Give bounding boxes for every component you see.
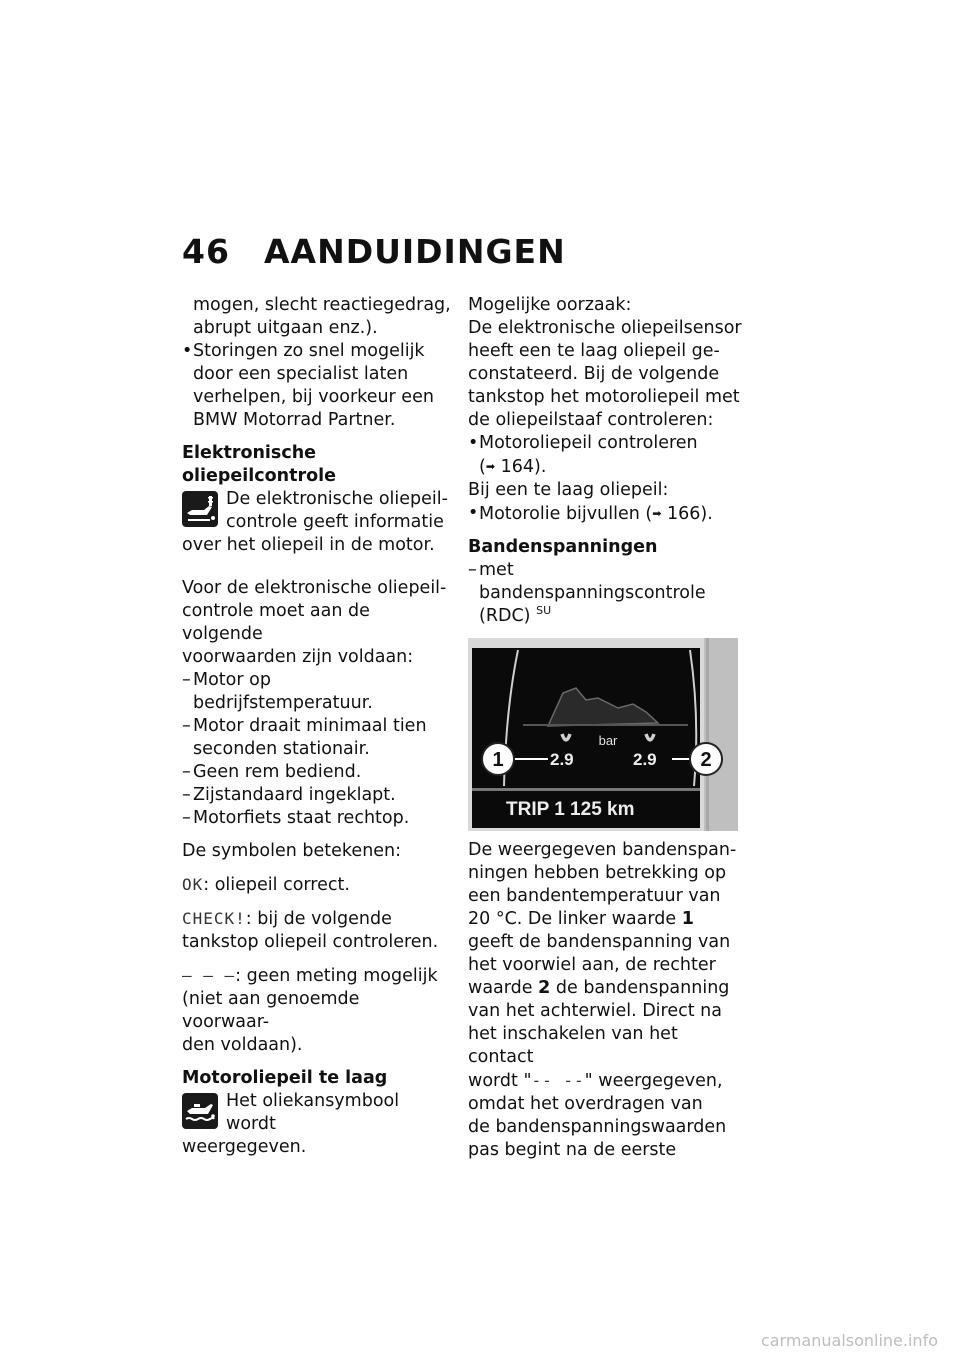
text-line: het inschakelen van het contact <box>468 1024 678 1067</box>
text-line: tankstop oliepeil controleren. <box>182 932 439 952</box>
list-item: – Zijstandaard ingeklapt. <box>182 785 396 805</box>
section-heading: Bandenspanningen <box>468 537 658 557</box>
text-line: voorwaarden zijn voldaan: <box>182 647 414 667</box>
page-number: 46 <box>182 232 230 271</box>
arrow-right-icon: ➡ <box>652 507 662 520</box>
text-line: weergegeven. <box>182 1137 307 1157</box>
left-column <box>182 294 452 1159</box>
arrow-right-icon: ➡ <box>485 460 496 473</box>
page-title: AANDUIDINGEN <box>264 232 566 271</box>
bullet-icon: • <box>182 341 193 361</box>
text-line: De elektronische oliepeilsensor <box>468 318 742 338</box>
right-column <box>468 294 743 1162</box>
list-item: – Motor draait minimaal tien <box>182 716 427 736</box>
page-header <box>182 232 566 271</box>
section-heading: Elektronische oliepeilcontrole <box>182 443 337 486</box>
text-line: Voor de elektronische oliepeil- <box>182 578 447 598</box>
text-line: 20 °C. De linker waarde 1 <box>468 909 694 929</box>
text-line: BMW Motorrad Partner. <box>193 410 396 430</box>
text-line: seconden stationair. <box>193 739 370 759</box>
symbol-ok: OK: oliepeil correct. <box>182 875 350 895</box>
text-line: verhelpen, bij voorkeur een <box>193 387 434 407</box>
icon-paragraph <box>182 488 452 557</box>
text-line: door een specialist laten <box>193 364 409 384</box>
list-item: • Storingen zo snel mogelijk <box>182 341 425 361</box>
symbol-dashes: – – –: geen meting mogelijk <box>182 966 438 986</box>
text-line: Bij een te laag oliepeil: <box>468 480 669 500</box>
list-item: • Motorolie bijvullen (➡ 166). <box>468 503 713 524</box>
front-pressure-value: 2.9 <box>550 750 574 769</box>
unit-label: bar <box>598 733 618 748</box>
text-line: waarde 2 de bandenspanning <box>468 978 730 998</box>
text-line: Mogelijke oorzaak: <box>468 295 632 315</box>
equipment-superscript: SU <box>536 604 552 617</box>
list-item: – Motorfiets staat rechtop. <box>182 808 410 828</box>
text-line: Het oliekansymbool wordt <box>226 1091 400 1134</box>
tyre-pressure-display-figure <box>468 638 738 831</box>
text-line: wordt "-- --" weergegeven, <box>468 1071 723 1091</box>
oil-can-icon <box>182 1093 218 1129</box>
list-item: • Motoroliepeil controleren <box>468 433 698 453</box>
text-line: over het oliepeil in de motor. <box>182 535 435 555</box>
trip-readout: TRIP 1 125 km <box>506 799 635 820</box>
text-line: De symbolen betekenen: <box>182 841 402 861</box>
text-line: De elektronische oliepeil- <box>226 489 448 509</box>
text-line: De weergegeven bandenspan- <box>468 840 737 860</box>
text-line: omdat het overdragen van <box>468 1094 703 1114</box>
list-item: – Geen rem bediend. <box>182 762 362 782</box>
text-line: de oliepeilstaaf controleren: <box>468 410 714 430</box>
text-line: abrupt uitgaan enz.). <box>193 318 378 338</box>
text-line: de bandenspanningswaarden <box>468 1117 727 1137</box>
text-line: een bandentemperatuur van <box>468 886 721 906</box>
text-line: (niet aan genoemde voorwaar- <box>182 989 360 1032</box>
list-item: – Motor op bedrijfstemperatuur. <box>182 670 373 713</box>
icon-paragraph <box>182 1090 452 1159</box>
text-line: het voorwiel aan, de rechter <box>468 955 716 975</box>
cross-reference[interactable]: 166). <box>667 504 713 524</box>
text-line: (RDC) $^{SU}$ <box>479 604 552 626</box>
symbol-check: CHECK!: bij de volgende <box>182 909 392 929</box>
callout-2-label: 2 <box>700 749 712 771</box>
text-line: controle geeft informatie <box>226 512 444 532</box>
text-line: tankstop het motoroliepeil met <box>468 387 740 407</box>
text-line: controle moet aan de volgende <box>182 601 370 644</box>
text-line: constateerd. Bij de volgende <box>468 364 720 384</box>
list-item: – met bandenspanningscontrole <box>468 560 706 603</box>
section-heading: Motoroliepeil te laag <box>182 1068 388 1088</box>
watermark: carmanualsonline.info <box>760 1331 938 1350</box>
text-line: heeft een te laag oliepeil ge- <box>468 341 720 361</box>
oil-sensor-icon <box>182 491 218 527</box>
rear-pressure-value: 2.9 <box>633 750 657 769</box>
text-line: mogen, slecht reactiegedrag, <box>193 295 451 315</box>
cross-reference[interactable]: (➡ 164). <box>479 457 547 477</box>
text-line: geeft de bandenspanning van <box>468 932 731 952</box>
text-line: ningen hebben betrekking op <box>468 863 727 883</box>
text-line: van het achterwiel. Direct na <box>468 1001 722 1021</box>
callout-1-label: 1 <box>492 749 504 771</box>
text-line: den voldaan). <box>182 1035 303 1055</box>
text-line: pas begint na de eerste <box>468 1140 677 1160</box>
